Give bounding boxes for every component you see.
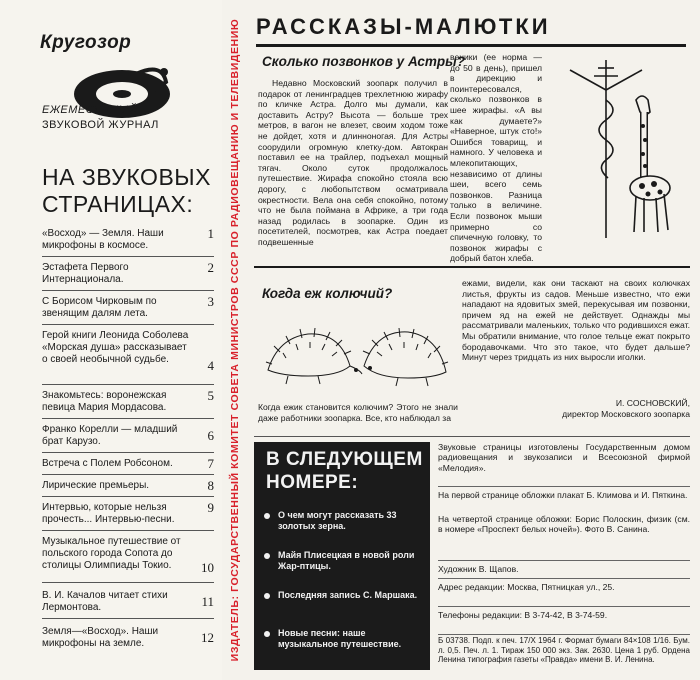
next-issue-heading-line-1: В СЛЕДУЮЩЕМ [266,449,423,470]
toc-item-number: 7 [207,456,214,471]
toc-item-text: С Борисом Чирковым по звенящим далям лета. [42,296,157,319]
toc-item[interactable] [42,536,214,575]
toc-item-number: 12 [201,630,214,645]
toc-item-text: Музыкальное путешествие от польского города Сопота до столицы Олимпиады Токио. [42,536,181,571]
logo-wordmark: Кругозор [40,32,132,53]
toc-item-text: Эстафета Первого Интернационала. [42,262,129,285]
tagline [42,103,159,133]
divider [42,496,214,497]
article-2-title: Когда еж колючий? [262,286,393,301]
toc-item[interactable] [42,480,214,492]
tagline-line-2: ЗВУКОВОЙ ЖУРНАЛ [42,119,159,131]
toc-item-text: Встреча с Полем Робсоном. [42,458,173,469]
page-title: РАССКАЗЫ-МАЛЮТКИ [256,14,551,39]
next-issue-heading-line-2: НОМЕРЕ: [266,472,359,493]
divider [254,266,690,268]
divider [42,324,214,325]
list-item-text: Последняя запись С. Маршака. [278,590,418,600]
article-2-caption: Когда ежик становится колючим? Этого не знали даже работники зоопарка. Все, кто наблюдал за [258,402,458,423]
toc-item-text: Герой книги Леонида Соболева «Морская душа» рассказывает о своей необычной судьбе. [42,330,189,365]
toc-item-number: 4 [207,358,214,373]
toc-item[interactable] [42,296,214,320]
divider [254,436,690,437]
next-issue-heading [266,448,423,494]
article-1-continuation: веники (ее норма — до 50 в день), пришел в дирекцию и поинтересовался, сколько позвонков в шее жирафы. «А вы как думаете?» «Наверное, штук сто!» Ошибся товарищ, и намного. У человека и млекопитающих, независимо от длины шеи, всего семь позвонков. Разница только в величине. Если позвонок мыши примерно со спичечную головку, то позвонок жирафы с добрый батон хлеба. [450,52,542,264]
bullet-icon [264,593,270,599]
toc-item[interactable] [42,424,214,448]
contents-heading-line-2: СТРАНИЦАХ: [42,191,194,217]
list-item-text: Майя Плисецкая в новой роли Жар-птицы. [278,550,415,571]
publisher-text: ИЗДАТЕЛЬ: ГОСУДАРСТВЕННЫЙ КОМИТЕТ СОВЕТА МИНИСТРОВ СССР ПО РАДИОВЕЩАНИЮ И ТЕЛЕВИДЕНИЮ [229,18,241,662]
divider [438,560,690,561]
author-signature [462,398,690,420]
toc-item[interactable] [42,502,214,526]
contents-heading [42,164,211,218]
list-item-text: О чем могут рассказать 33 золотых зерна. [278,510,397,531]
toc-item-number: 3 [207,294,214,309]
article-2-body: ежами, видели, как они таскают на своих колючках листья, фрукты из садов. Меньше известно, что ежи нападают на ядовитых змей, перекусывая им позвонки, причем яд на ежей не действует. Однажды мы рассматривали маленьких, только что родившихся ежат. Мы обратили внимание, что голое тельце ежат покрыто бородавочками. Что это такое, что будет дальше? Минут через тридцать из них выросли иголки. [462,278,690,363]
divider [42,418,214,419]
divider [42,474,214,475]
toc-item[interactable] [42,262,214,286]
divider [42,582,214,583]
giraffe-illustration [550,60,680,240]
left-column [0,0,222,680]
toc-item[interactable] [42,330,214,373]
divider [42,290,214,291]
toc-item-number: 1 [207,226,214,241]
imprint-cover-front: На первой странице обложки плакат Б. Климова и И. Пяткина. [438,490,688,500]
bullet-icon [264,553,270,559]
divider [256,44,686,47]
divider [42,618,214,619]
list-item [264,590,424,601]
divider [42,384,214,385]
toc-item-number: 2 [207,260,214,275]
toc-item-text: Интервью, которые нельзя прочесть... Интервью-песни. [42,502,175,525]
logo [40,22,210,102]
tagline-line-1: ЕЖЕМЕСЯЧНЫЙ [42,104,138,116]
hedgehogs-illustration [258,310,458,400]
list-item [264,628,424,650]
toc-item-text: В. И. Качалов читает стихи Лермонтова. [42,590,168,613]
author-name: И. СОСНОВСКИЙ, [615,398,690,408]
bullet-icon [264,631,270,637]
imprint-print-details: Б 03738. Подп. к печ. 17/X 1964 г. Формат бумаги 84×108 1/16. Бум. л. 0,5. Печ. л. 1. Тираж 150 000 экз. Зак. 2630. Цена 1 руб. Ордена Ленина типография газеты «Правда» имени В. И. Ленина. [438,636,690,665]
toc-item-number: 10 [201,560,214,575]
toc-item-text: Франко Корелли — младший брат Карузо. [42,424,178,447]
toc-item-number: 11 [201,594,214,609]
author-title: директор Московского зоопарка [562,409,690,419]
bullet-icon [264,513,270,519]
toc-item-number: 5 [207,388,214,403]
divider [438,486,690,487]
divider [438,578,690,579]
imprint-artist: Художник В. Щапов. [438,564,519,574]
divider [42,256,214,257]
toc-item[interactable] [42,228,214,252]
divider [42,530,214,531]
imprint-address: Адрес редакции: Москва, Пятницкая ул., 25. [438,582,615,592]
toc-item-text: Лирические премьеры. [42,480,150,491]
toc-item-text: Земля—«Восход». Наши микрофоны на земле. [42,626,159,649]
article-1-body: Недавно Московский зоопарк получил в подарок от ленинградцев трехлетнюю жирафу по кличке Астра. Долго мы думали, как доставить Астру? Высота — больше трех метров, в вагон не влезет, своим ходом тоже не дойдет, хотя и длинноногая. Для Астры соорудили огромную клетку-дом. Автокран поставил ее на трайлер, подъехал мощный тягач. Около суток продолжалось путешествие. Жирафа спокойно стояла всю дорогу, с любопытством осматривала окрестности. Вела она себя спокойно, потому что не была поймана в Африке, а три года назад родилась в зоопарке. Один из посетителей, посмотрев, как Астра поедает подвешенные [258,78,448,247]
contents-heading-line-1: НА ЗВУКОВЫХ [42,164,211,190]
next-issue-box [254,442,430,670]
toc-item-text: «Восход» — Земля. Наши микрофоны в космосе. [42,228,164,251]
divider [438,606,690,607]
toc-item-text: Знакомьтесь: воронежская певица Мария Мордасова. [42,390,167,413]
right-column [248,0,700,680]
article-1-title: Сколько позвонков у Астры? [262,54,465,69]
toc-item-number: 9 [207,500,214,515]
imprint-cover-back: На четвертой странице обложки: Борис Полоскин, физик (см. в номере «Проспект белых ночей»). Фото В. Санина. [438,514,690,535]
toc-item[interactable] [42,626,214,650]
divider [438,634,690,635]
list-item [264,510,424,532]
divider [42,452,214,453]
toc-item[interactable] [42,458,214,470]
toc-item[interactable] [42,390,214,414]
imprint-credits: Звуковые страницы изготовлены Государственным домом радиовещания и звукозаписи и Всесоюзной фирмой «Мелодия». [438,442,690,473]
toc-item-number: 8 [207,478,214,493]
publisher-strip [222,0,248,680]
list-item-text: Новые песни: наше музыкальное путешествие. [278,628,402,649]
toc-item-number: 6 [207,428,214,443]
toc-item[interactable] [42,590,214,614]
list-item [264,550,424,572]
imprint-phones: Телефоны редакции: В 3-74-42, В 3-74-59. [438,610,608,620]
